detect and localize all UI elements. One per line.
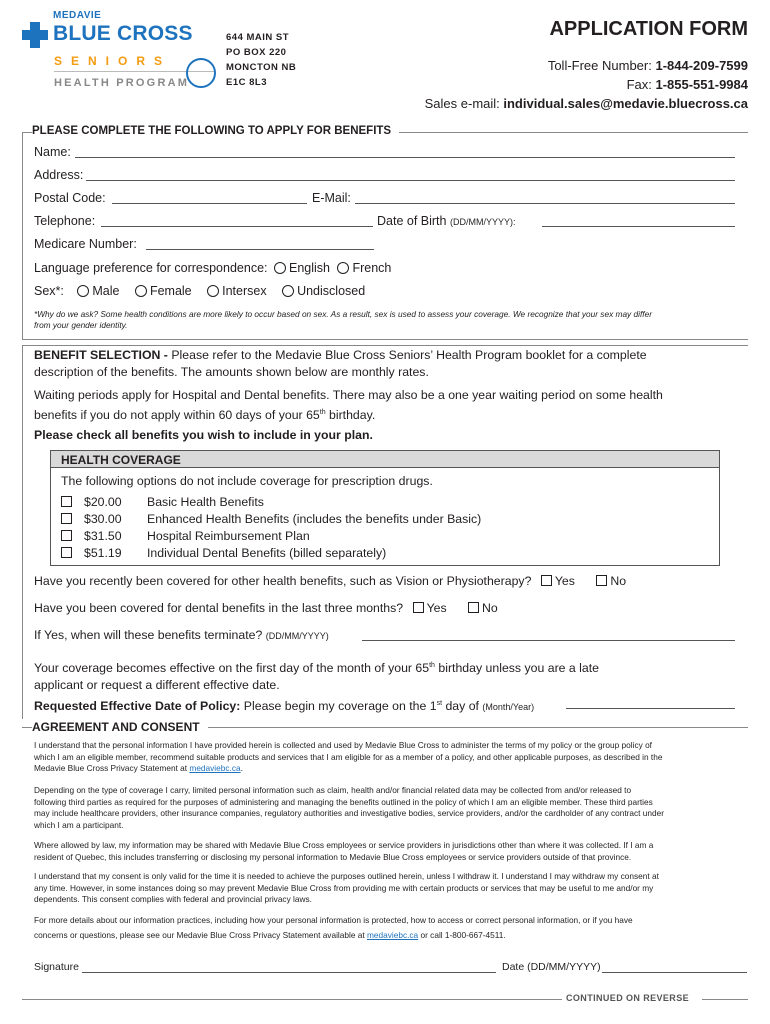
blue-cross-logo-icon: [22, 22, 48, 48]
continued-on-reverse: CONTINUED ON REVERSE: [566, 993, 690, 1003]
consent-line: Where allowed by law, my information may be shared with Medavie Blue Cross employees or service providers in jurisdictions other than where it was collected. If I am a: [34, 840, 654, 850]
consent-paragraph-3: [34, 840, 749, 863]
consent-line: dependents. This consent complies with federal and provincial privacy laws.: [34, 894, 312, 904]
consent-line: any time. However, in some instances doing so may prevent Medavie Blue Cross from providing me with certain products or services that may be useful to me and/or my: [34, 882, 654, 893]
consent-line: concerns or questions, please see our Medavie Blue Cross Privacy Statement available at: [34, 930, 367, 940]
medicare-label: Medicare Number:: [34, 237, 137, 251]
question-dental-benefits: [34, 600, 498, 617]
checkbox-icon[interactable]: [61, 513, 72, 524]
option-label: Undisclosed: [297, 284, 366, 298]
signature-date-label: Date (DD/MM/YYYY): [502, 961, 601, 973]
telephone-label: Telephone:: [34, 214, 96, 228]
health-option-basic[interactable]: [61, 494, 481, 511]
option-label: Female: [149, 284, 192, 298]
language-option-english[interactable]: [274, 261, 330, 275]
email-label: E-Mail:: [312, 191, 351, 205]
consent-line: I understand that my consent is only valid for the time it is needed to achieve the purposes outlined herein, unless I withdraw it. I understand I may withdraw my consent at: [34, 871, 659, 881]
signature-date-field[interactable]: [602, 972, 747, 973]
checkbox-icon[interactable]: [61, 547, 72, 558]
benefit-intro: [34, 347, 739, 381]
question-termination: [34, 627, 329, 645]
consent-line: may include healthcare providers, other insurance companies, regulatory authorities and investigative bodies, service providers, and/or the cardholder of any contract under: [34, 808, 664, 818]
logo-medavie-text: MEDAVIE: [53, 10, 102, 21]
privacy-link[interactable]: medaviebc.ca: [189, 763, 241, 773]
termination-date-field[interactable]: [362, 640, 735, 641]
sex-option-undisclosed[interactable]: [282, 284, 365, 298]
option-label: No: [610, 574, 627, 588]
fax-label: Fax:: [626, 77, 656, 92]
option-label: Yes: [554, 574, 575, 588]
ordinal-suffix: th: [429, 662, 435, 669]
option-price: $20.00: [84, 495, 122, 509]
footer-divider: [702, 999, 748, 1000]
sex-note-line: *Why do we ask? Some health conditions are more likely to occur based on sex. As a result, sex is used to assess your coverage. We recognize that your sex may differ: [34, 309, 652, 319]
consent-paragraph-1: [34, 740, 749, 775]
option-label: Yes: [426, 601, 447, 615]
dob-format: (DD/MM/YYYY):: [449, 217, 516, 227]
q2-no-option[interactable]: [468, 601, 498, 615]
consent-line: which I am an eligible member, recommend suitable products and services that I am eligible for as a member of a policy, and other applicable purposes, as described in the: [34, 751, 663, 762]
toll-free-label: Toll-Free Number:: [547, 58, 656, 73]
globe-logo-icon: [186, 58, 216, 88]
effective-line: Your coverage becomes effective on the first day of the month of your 65: [34, 661, 430, 676]
health-option-enhanced[interactable]: [61, 511, 481, 528]
applicant-section-heading: PLEASE COMPLETE THE FOLLOWING TO APPLY FOR BENEFITS: [32, 125, 399, 137]
sex-note-line: from your gender identity.: [34, 320, 128, 330]
consent-line: For more details about our information practices, including how your personal information is protected, how to access or correct personal information, or if you have: [34, 915, 633, 925]
waiting-line: Waiting periods apply for Hospital and Dental benefits. There may also be a one year waiting period on some health: [34, 388, 663, 402]
consent-heading: AGREEMENT AND CONSENT: [32, 720, 208, 734]
requested-date-line: [34, 695, 534, 716]
telephone-field[interactable]: [101, 226, 373, 227]
option-label: Individual Dental Benefits (billed separately): [147, 546, 387, 560]
radio-icon[interactable]: [282, 285, 294, 297]
privacy-link[interactable]: medaviebc.ca: [366, 930, 419, 940]
email-field[interactable]: [355, 203, 735, 204]
consent-paragraph-2: [34, 785, 749, 831]
ordinal-suffix: th: [319, 409, 326, 416]
health-coverage-header: [50, 450, 720, 468]
sex-option-intersex[interactable]: [207, 284, 266, 298]
sex-note: [34, 309, 744, 331]
toll-free-number: 1-844-209-7599: [655, 58, 748, 73]
month-year-format: (Month/Year): [482, 702, 535, 713]
option-label: Enhanced Health Benefits (includes the benefits under Basic): [147, 512, 482, 526]
health-coverage-note: The following options do not include coverage for prescription drugs.: [61, 474, 433, 488]
address-line: E1C 8L3: [226, 77, 267, 88]
q2-yes-option[interactable]: [413, 601, 447, 615]
dob-field[interactable]: [542, 226, 735, 227]
consent-line: following third parties as required for the purposes of administering and managing the benefits outlined in the policy of which I am an eligible member. These third parties: [34, 796, 653, 807]
postal-code-label: Postal Code:: [34, 191, 106, 205]
radio-icon[interactable]: [207, 285, 219, 297]
radio-icon[interactable]: [274, 262, 286, 274]
fax-number: 1-855-551-9984: [655, 77, 748, 92]
consent-line-end: or call 1-800-667-4511.: [418, 930, 506, 940]
check-all-instruction: Please check all benefits you wish to include in your plan.: [34, 428, 373, 442]
benefit-heading: BENEFIT SELECTION -: [34, 348, 172, 362]
health-option-hospital[interactable]: [61, 528, 481, 545]
toll-free-line: [548, 58, 748, 73]
requested-date-label: Requested Effective Date of Policy:: [34, 699, 241, 714]
date-format: (DD/MM/YYYY): [265, 631, 329, 641]
address-field[interactable]: [86, 180, 735, 181]
consent-line: which I am a participant.: [34, 819, 124, 830]
name-label: Name:: [34, 145, 71, 159]
waiting-line: benefits if you do not apply within 60 days of your 65: [34, 408, 320, 423]
consent-line: Medavie Blue Cross Privacy Statement at: [34, 763, 190, 773]
checkbox-icon[interactable]: [541, 575, 552, 586]
consent-line: Depending on the type of coverage I carry, limited personal information such as claim, health and/or financial related data may be collected from and/or released to: [34, 785, 632, 795]
waiting-line: birthday.: [325, 408, 376, 423]
option-label: English: [288, 261, 330, 275]
checkbox-icon[interactable]: [61, 496, 72, 507]
effective-date-text: [34, 657, 739, 694]
language-option-french[interactable]: [337, 261, 391, 275]
health-coverage-heading: HEALTH COVERAGE: [61, 453, 181, 467]
q1-yes-option[interactable]: [541, 574, 575, 588]
benefit-intro-text: Please refer to the Medavie Blue Cross Seniors’ Health Program booklet for a complete: [171, 348, 647, 362]
checkbox-icon[interactable]: [61, 530, 72, 541]
language-label: Language preference for correspondence:: [34, 261, 268, 275]
question-text: Have you been covered for dental benefits in the last three months?: [34, 601, 404, 615]
address-line: PO BOX 220: [226, 47, 287, 58]
question-text: If Yes, when will these benefits terminate?: [34, 628, 263, 642]
requested-date-text: Please begin my coverage on the 1: [240, 699, 437, 714]
consent-line-end: .: [240, 763, 243, 773]
checkbox-icon[interactable]: [596, 575, 607, 586]
mailing-address: [226, 30, 296, 90]
name-field[interactable]: [75, 157, 735, 158]
effective-line: birthday unless you are a late: [434, 661, 600, 676]
consent-paragraph-4: [34, 871, 749, 906]
sex-option-male[interactable]: [77, 284, 119, 298]
signature-label: Signature: [34, 961, 79, 973]
option-label: Intersex: [222, 284, 267, 298]
question-text: Have you recently been covered for other health benefits, such as Vision or Physiotherapy?: [34, 574, 532, 588]
consent-paragraph-5: [34, 913, 749, 943]
sales-email-label: Sales e-mail:: [424, 96, 504, 111]
address-label: Address:: [34, 168, 84, 182]
option-label: Basic Health Benefits: [147, 495, 264, 509]
option-label: No: [482, 601, 498, 615]
effective-line: applicant or request a different effective date.: [34, 678, 280, 693]
benefit-intro-text: description of the benefits. The amounts shown below are monthly rates.: [34, 365, 429, 379]
option-price: $51.19: [84, 546, 122, 560]
radio-icon[interactable]: [77, 285, 89, 297]
postal-code-field[interactable]: [112, 203, 307, 204]
sex-line: [34, 284, 365, 298]
page-title: APPLICATION FORM: [549, 18, 748, 40]
sales-email-link[interactable]: individual.sales@medavie.bluecross.ca: [503, 96, 748, 111]
sales-email-line: [425, 96, 748, 111]
dob-label-text: Date of Birth: [377, 214, 447, 228]
question-other-benefits: [34, 573, 626, 590]
ordinal-suffix: st: [436, 700, 443, 707]
address-line: MONCTON NB: [226, 62, 297, 73]
q1-no-option[interactable]: [596, 574, 626, 588]
signature-field[interactable]: [82, 972, 496, 973]
language-line: [34, 261, 391, 275]
dob-label: [377, 214, 515, 229]
checkbox-icon[interactable]: [413, 602, 424, 613]
option-price: $30.00: [84, 512, 122, 526]
requested-date-field[interactable]: [566, 708, 735, 709]
logo-blue-cross-text: BLUE CROSS: [53, 22, 193, 45]
radio-icon[interactable]: [337, 262, 349, 274]
address-line: 644 MAIN ST: [226, 32, 290, 43]
option-label: French: [352, 261, 392, 275]
consent-line: I understand that the personal information I have provided herein is collected and used by Medavie Blue Cross to administer the terms of my policy or the group policy of: [34, 740, 652, 750]
radio-icon[interactable]: [135, 285, 147, 297]
checkbox-icon[interactable]: [468, 602, 479, 613]
footer-divider: [22, 999, 562, 1000]
option-price: $31.50: [84, 529, 122, 543]
waiting-period-text: [34, 387, 744, 424]
sex-option-female[interactable]: [135, 284, 192, 298]
fax-line: [627, 77, 748, 92]
logo-health-program-text: HEALTH PROGRAM: [54, 77, 190, 89]
option-label: Hospital Reimbursement Plan: [147, 529, 310, 543]
sex-label: Sex*:: [34, 284, 64, 298]
logo-seniors-text: SENIORS: [54, 54, 172, 68]
option-label: Male: [92, 284, 120, 298]
requested-date-text: day of: [442, 699, 483, 714]
health-coverage-options: [61, 494, 481, 562]
health-option-dental[interactable]: [61, 545, 481, 562]
consent-line: resident of Quebec, this includes transferring or disclosing my personal information to Medavie Blue Cross employees or service providers outside of that province.: [34, 851, 632, 862]
medicare-field[interactable]: [146, 249, 374, 250]
